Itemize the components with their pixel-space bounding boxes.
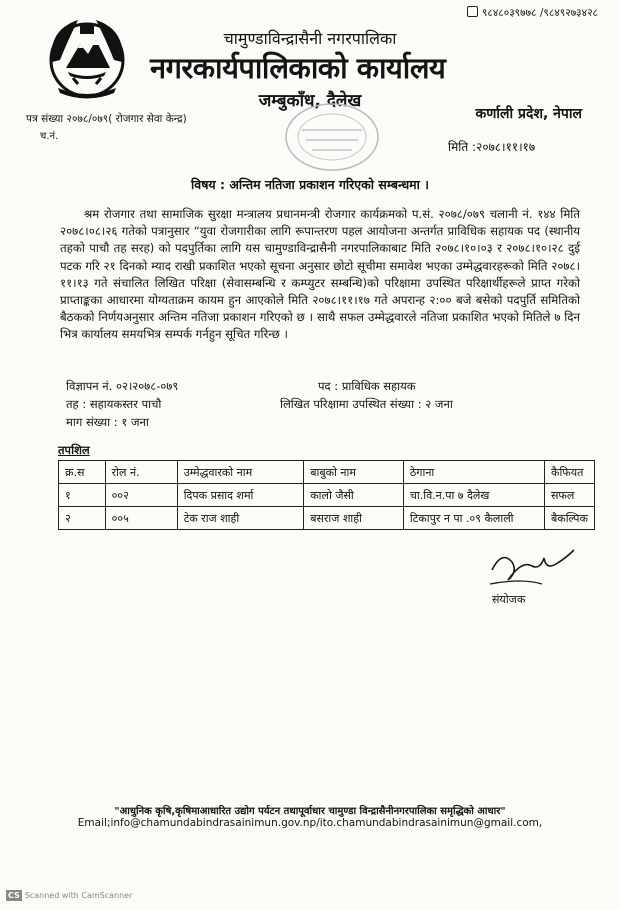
table-header-row <box>59 461 595 484</box>
letter-date: मिति :२०७८।११।१७ <box>448 140 536 154</box>
cell-address: चा.वि.न.पा ७ दैलेख <box>403 484 544 507</box>
signer-title: संयोजक <box>492 593 526 606</box>
demand-count: माग संख्या : १ जना <box>66 415 149 429</box>
office-name: नगरकार्यपालिकाको कार्यालय <box>150 51 446 85</box>
post-name: पद : प्राविधिक सहायक <box>318 379 416 393</box>
written-exam-attendance: लिखित परिक्षामा उपस्थित संख्या : २ जना <box>280 397 453 411</box>
col-address: ठेगाना <box>403 461 544 484</box>
province-text: कर्णाली प्रदेश, नेपाल <box>475 106 582 122</box>
phone-numbers <box>398 6 598 20</box>
cell-roll: ००५ <box>105 507 177 530</box>
col-remarks: कैफियत <box>545 461 595 484</box>
table-row <box>59 484 595 507</box>
phone-text: ९८४८०३९७७८ /९८४९२७३४२८ <box>481 7 598 19</box>
cell-remarks: सफल <box>545 484 595 507</box>
col-roll: रोल नं. <box>105 461 177 484</box>
cell-candidate: टेक राज शाही <box>177 507 304 530</box>
footer-motto: "आधुनिक कृषि,कृषिमाआधारित उद्योग पर्यटन तथापूर्वाधार चामुण्डा विन्द्रासैनीनगरपालिका समृद्धिको आधार" <box>114 806 506 817</box>
results-table <box>58 460 595 530</box>
col-sn: क्र.स <box>59 461 106 484</box>
cell-father: बसराज शाही <box>304 507 404 530</box>
office-stamp <box>282 100 382 174</box>
cell-remarks: बैकल्पिक <box>545 507 595 530</box>
cell-address: टिकापुर न पा .०९ कैलाली <box>403 507 544 530</box>
body-paragraph: श्रम रोजगार तथा सामाजिक सुरक्षा मन्त्रालय प्रधानमन्त्री रोजगार कार्यक्रमको प.सं. २०७८/०७९ चलानी नं. १४४ मिति २०७८।०८।२६ गतेको पत्रानुसार “युवा रोजगारीका लागि रूपान्तरण पहल आयोजना अन्तर्गत प्राविधिक सहायक पद (स्थानीय तहको पाचौ तह सरह) को पदपुर्तिका लागि यस चामुण्डाविन्द्रासैनी नगरपालिकाबाट मिति २०७८।१०।०३ र २०७८।१०।२८ दुई पटक गरि २१ दिनको म्याद राखी प्रकाशित भएको सूचना अनुसार छोटो सूचीमा समावेश भएका उम्मेद्धवारहरूको मिति २०७८।११।१३ गते संचालित लिखित परिक्षा (सेवासम्बन्धि र कम्प्युटर सम्बन्धि)को परिक्षामा उपस्थित परिक्षार्थीहरूले प्राप्त गरेको प्राप्ताङ्कका आधारमा योग्यताक्रम कायम हुन आएकोले मिति २०७८।११।१७ गते अपरान्ह २:०० बजे बसेको पदपुर्ति समितिको बैठकको निर्णयअनुसार अन्तिम नतिजा प्रकाशन गरिएको छ । साथै सफल उम्मेद्धवारले नतिजा प्रकाशित भएको मितिले ७ दिन भित्र कार्यालय समयभित्र सम्पर्क गर्नहुन सूचित गरिन्छ । <box>60 207 580 342</box>
subject-line: विषय : अन्तिम नतिजा प्रकाशन गरिएको सम्बन्धमा । <box>191 177 429 192</box>
advertisement-number: विज्ञापन नं. ०२।२०७८-०७९ <box>66 379 179 393</box>
col-candidate: उम्मेद्धवारको नाम <box>177 461 304 484</box>
cell-roll: ००२ <box>105 484 177 507</box>
cell-sn: २ <box>59 507 106 530</box>
col-father: बाबुको नाम <box>304 461 404 484</box>
camscanner-icon: CS <box>8 891 20 900</box>
table-title: तपशिल <box>58 443 90 457</box>
cell-father: कालो जैसी <box>304 484 404 507</box>
scanner-watermark <box>6 890 132 901</box>
municipality-name: चामुण्डाविन्द्रासैनी नगरपालिका <box>223 29 397 48</box>
table-row <box>59 507 595 530</box>
office-address: जम्बुकाँध, दैलेख <box>258 91 362 111</box>
cell-sn: १ <box>59 484 106 507</box>
post-level: तह : सहायकस्तर पाचौ <box>66 397 162 411</box>
cell-candidate: दिपक प्रसाद शर्मा <box>177 484 304 507</box>
scanner-text: Scanned with CamScanner <box>24 891 133 900</box>
footer-email: Email;info@chamundabindrasainimun.gov.np/ito.chamundabindrasainimun@gmail.com, <box>77 817 543 829</box>
dispatch-number: च.नं. <box>40 131 59 142</box>
handwritten-signature <box>482 540 578 592</box>
reference-number: पत्र संख्या २०७८/०७९( रोजगार सेवा केन्द्र) <box>26 113 187 125</box>
phone-icon <box>467 6 478 17</box>
